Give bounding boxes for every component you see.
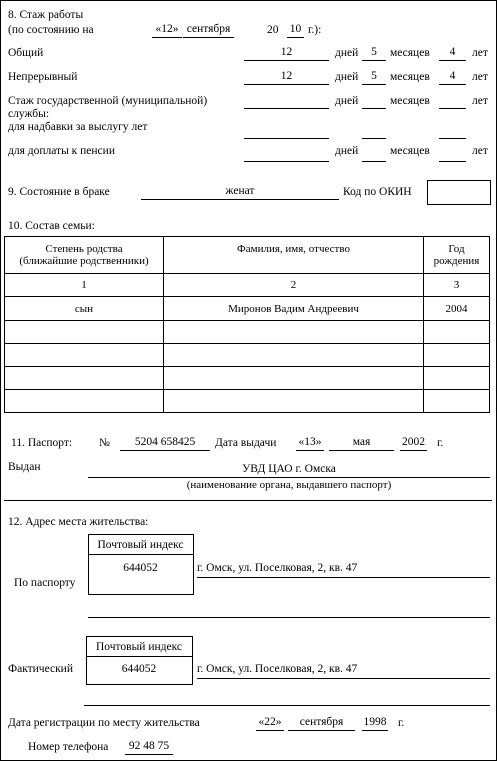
col-number: 1 bbox=[5, 274, 164, 297]
header-name: Фамилия, имя, отчество bbox=[164, 237, 424, 274]
registration-year: 1998 bbox=[362, 716, 388, 731]
issued-by-value: УВД ЦАО г. Омска bbox=[88, 463, 490, 478]
unit-days: дней bbox=[335, 71, 359, 83]
table-row bbox=[5, 390, 490, 413]
postal-box-divider bbox=[88, 554, 193, 555]
address-title: 12. Адрес места жительства: bbox=[8, 516, 149, 528]
as-of-month: сентября bbox=[183, 23, 234, 38]
issue-year-suffix: г. bbox=[437, 437, 444, 449]
table-row bbox=[5, 297, 490, 321]
unit-months: месяцев bbox=[390, 47, 430, 59]
gov-days-field bbox=[439, 94, 466, 109]
cell-name: Миронов Вадим Андреевич bbox=[164, 297, 424, 321]
actual-address-label: Фактический bbox=[8, 663, 73, 675]
postal-box-divider bbox=[86, 656, 192, 657]
passport-postal-code: 644052 bbox=[123, 562, 158, 574]
row-total-days: 4 bbox=[439, 46, 466, 61]
phone-label: Номер телефона bbox=[28, 741, 109, 753]
pension-label: для доплаты к пенсии bbox=[8, 145, 115, 157]
as-of-year-prefix: 20 bbox=[267, 24, 279, 36]
bonus-days-field bbox=[439, 124, 466, 139]
address-line bbox=[88, 617, 490, 618]
gov-service-label-2: службы: bbox=[8, 108, 50, 120]
unit-months: месяцев bbox=[390, 71, 430, 83]
row-continuous-months: 5 bbox=[362, 70, 386, 85]
row-total-label: Общий bbox=[8, 47, 44, 59]
passport-address: г. Омск, ул. Поселковая, 2, кв. 47 bbox=[197, 562, 358, 574]
family-title: 10. Состав семьи: bbox=[8, 220, 95, 232]
phone-value: 92 48 75 bbox=[125, 740, 173, 755]
as-of-year-suffix: г.): bbox=[308, 24, 322, 36]
passport-number: 5204 658425 bbox=[120, 436, 210, 451]
issue-date-label: Дата выдачи bbox=[215, 437, 277, 449]
registration-day: «22» bbox=[256, 716, 284, 731]
bonus-months-field bbox=[362, 124, 386, 139]
cell-year: 2004 bbox=[424, 297, 490, 321]
table-row bbox=[5, 367, 490, 390]
header-birth-year: Год рождения bbox=[424, 237, 490, 274]
okin-box bbox=[427, 180, 491, 205]
passport-address-label: По паспорту bbox=[14, 577, 76, 589]
unit-years: лет bbox=[472, 95, 488, 107]
cell-relation: сын bbox=[5, 297, 164, 321]
as-of-day: «12» bbox=[152, 23, 182, 38]
marital-label: 9. Состояние в браке bbox=[8, 186, 110, 198]
col-number: 3 bbox=[424, 274, 490, 297]
registration-month: сентября bbox=[288, 716, 355, 731]
unit-days: дней bbox=[335, 47, 359, 59]
number-sign: № bbox=[99, 437, 110, 449]
unit-days: дней bbox=[335, 95, 359, 107]
unit-days: дней bbox=[335, 145, 359, 157]
unit-years: лет bbox=[472, 145, 488, 157]
actual-postal-code: 644052 bbox=[121, 663, 157, 675]
okin-label: Код по ОКИН bbox=[343, 186, 412, 198]
unit-years: лет bbox=[472, 71, 488, 83]
row-continuous-years: 12 bbox=[244, 70, 329, 85]
row-total-years: 12 bbox=[244, 46, 329, 61]
pension-days-field bbox=[439, 147, 466, 162]
marital-value: женат bbox=[141, 185, 339, 200]
actual-postal-label: Почтовый индекс bbox=[95, 641, 183, 653]
col-number: 2 bbox=[164, 274, 424, 297]
row-total-months: 5 bbox=[362, 46, 386, 61]
row-continuous-days: 4 bbox=[439, 70, 466, 85]
pension-years-field bbox=[244, 147, 329, 162]
table-row bbox=[5, 344, 490, 367]
unit-months: месяцев bbox=[390, 145, 430, 157]
unit-years: лет bbox=[472, 47, 488, 59]
issue-month: мая bbox=[329, 436, 394, 451]
bonus-years-field bbox=[244, 124, 329, 139]
registration-year-suffix: г. bbox=[398, 717, 405, 729]
bonus-label: для надбавки за выслугу лет bbox=[8, 121, 148, 133]
row-continuous-label: Непрерывный bbox=[8, 71, 78, 83]
passport-label: 11. Паспорт: bbox=[11, 437, 73, 449]
address-line bbox=[197, 577, 490, 578]
family-table bbox=[4, 236, 490, 413]
table-row bbox=[5, 321, 490, 344]
header-relation: Степень родства (ближайшие родственники) bbox=[5, 237, 164, 274]
as-of-year: 10 bbox=[287, 23, 304, 38]
address-line bbox=[197, 678, 490, 679]
issue-year: 2002 bbox=[400, 436, 427, 451]
registration-label: Дата регистрации по месту жительства bbox=[8, 717, 200, 729]
passport-postal-label: Почтовый индекс bbox=[97, 539, 184, 551]
as-of-label: (по состоянию на bbox=[8, 24, 94, 36]
unit-months: месяцев bbox=[390, 95, 430, 107]
actual-address: г. Омск, ул. Поселковая, 2, кв. 47 bbox=[197, 663, 358, 675]
section-divider bbox=[4, 500, 492, 501]
issued-by-caption: (наименование органа, выдавшего паспорт) bbox=[186, 479, 392, 491]
issue-day: «13» bbox=[296, 436, 324, 451]
gov-months-field bbox=[362, 94, 386, 109]
pension-months-field bbox=[362, 147, 386, 162]
issued-by-label: Выдан bbox=[8, 461, 41, 473]
gov-service-label-1: Стаж государственной (муниципальной) bbox=[8, 95, 208, 107]
section-8-title: 8. Стаж работы bbox=[8, 9, 84, 21]
gov-years-field bbox=[244, 94, 329, 109]
address-line bbox=[84, 705, 490, 706]
